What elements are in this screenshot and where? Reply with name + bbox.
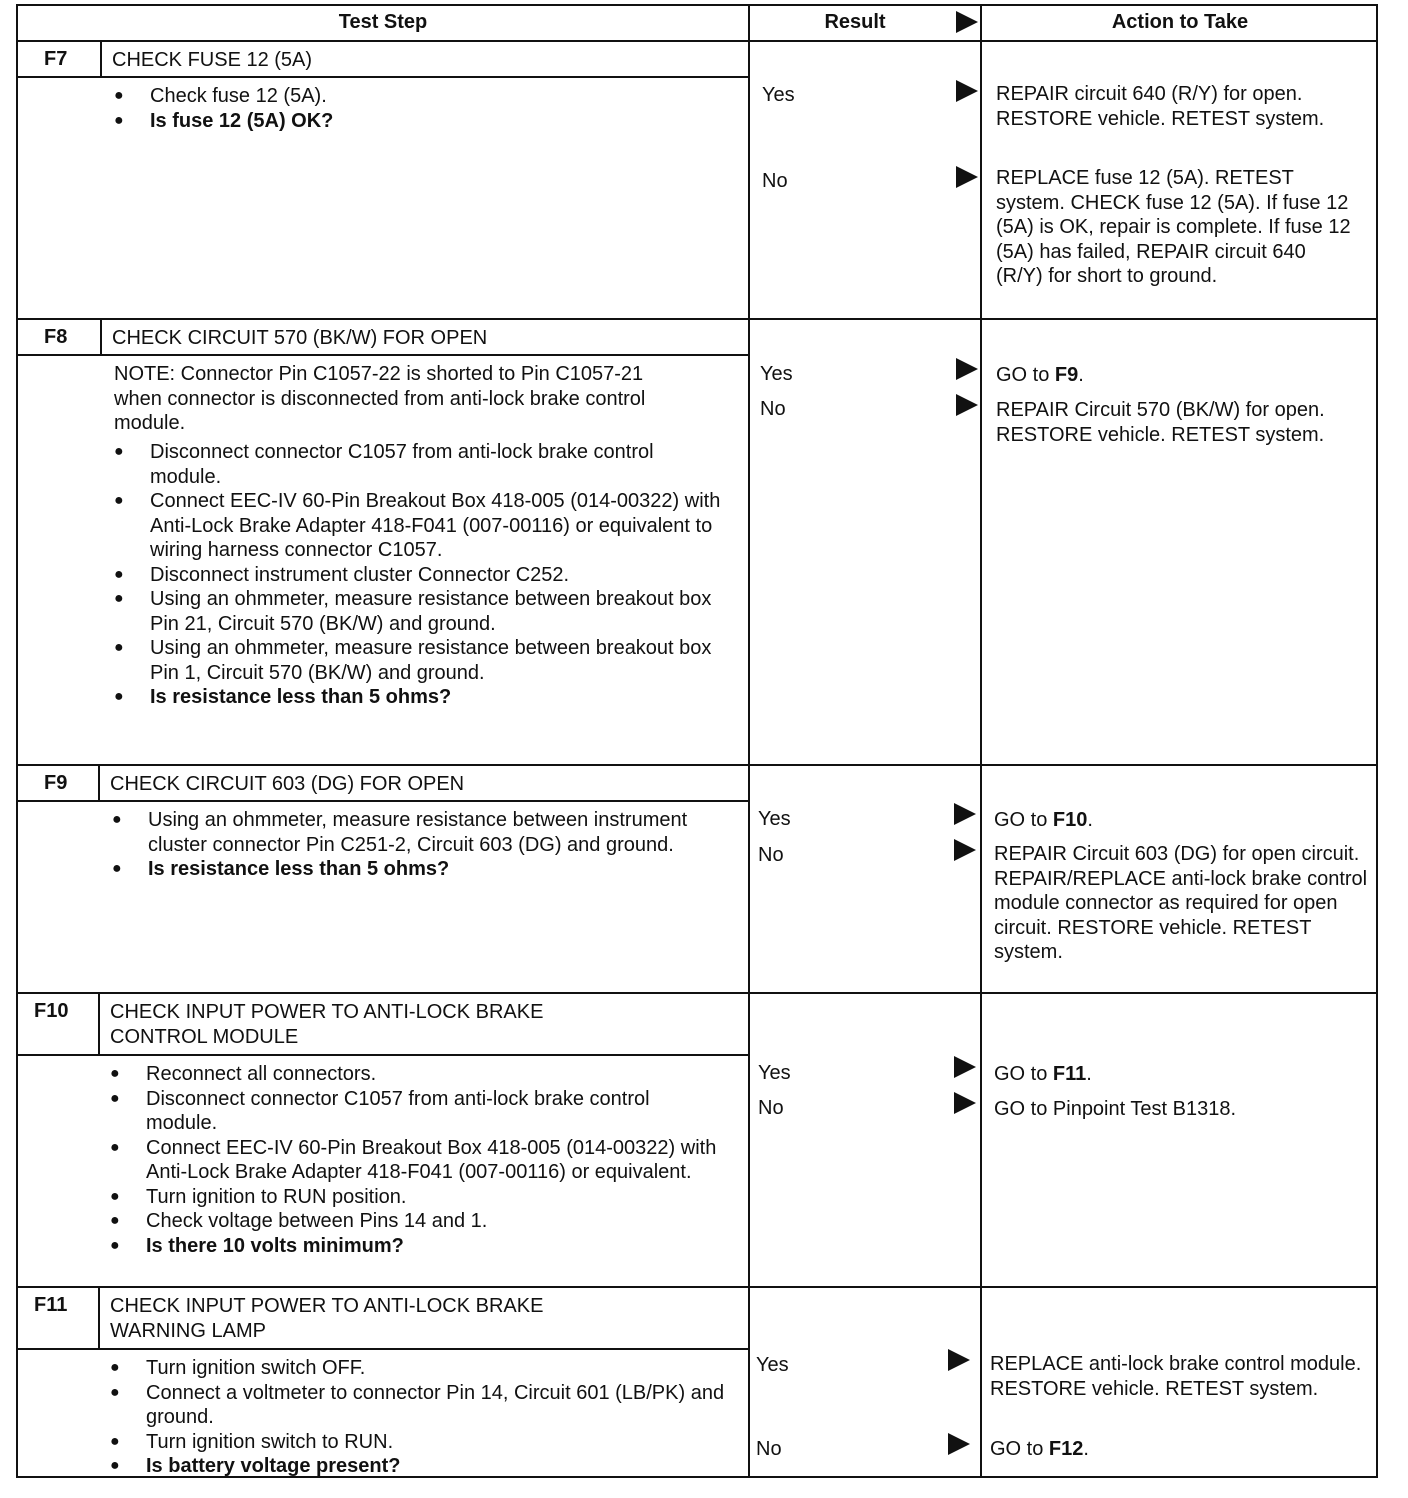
- header-result: Result: [824, 10, 886, 33]
- step-id-divider: [100, 318, 102, 354]
- step-divider: [18, 992, 1376, 994]
- step-id-divider: [100, 40, 102, 76]
- step-id-divider: [98, 764, 100, 800]
- result-no-f10: No: [758, 1097, 784, 1119]
- action-yes-f7: REPAIR circuit 640 (R/Y) for open. RESTORE vehicle. RETEST system.: [996, 83, 1325, 130]
- arrow-icon: [954, 1092, 976, 1114]
- step-title-divider: [18, 1054, 748, 1056]
- action-prefix: GO to: [994, 809, 1053, 831]
- action-ref: F10: [1052, 809, 1088, 831]
- bullet-item: ● Reconnect all connectors.: [110, 1062, 720, 1087]
- action-yes-f11: REPLACE anti-lock brake control module. RESTORE vehicle. RETEST system.: [990, 1353, 1362, 1400]
- arrow-icon: [956, 166, 978, 188]
- result-yes-f9: Yes: [758, 808, 791, 830]
- action-no-f7: REPLACE fuse 12 (5A). RETEST system. CHECK fuse 12 (5A). If fuse 12 (5A) is OK, repair is complete. If fuse 12 (5A) has failed, REPAIR circuit 640 (R/Y) for short to ground.: [996, 167, 1351, 287]
- step-bullets-f7: [114, 84, 734, 133]
- action-suffix: .: [1087, 809, 1093, 831]
- action-suffix: .: [1083, 1438, 1089, 1460]
- action-ref: F9: [1054, 364, 1079, 386]
- bullet-item: ● Check voltage between Pins 14 and 1.: [110, 1209, 720, 1234]
- step-title-divider: [18, 1348, 748, 1350]
- bullet-item: ● Disconnect connector C1057 from anti-lock brake control module.: [114, 440, 724, 489]
- step-id-f10: F10: [34, 1000, 69, 1022]
- bullet-question: ● Is resistance less than 5 ohms?: [112, 857, 732, 882]
- bullet-item: ● Using an ohmmeter, measure resistance between breakout box Pin 21, Circuit 570 (BK/W) and ground.: [114, 587, 724, 636]
- step-divider: [18, 318, 1376, 320]
- result-yes-f7: Yes: [762, 84, 795, 106]
- header-test-step: Test Step: [338, 10, 428, 33]
- bullet-question: ● Is there 10 volts minimum?: [110, 1234, 720, 1259]
- action-prefix: GO to: [994, 1063, 1053, 1085]
- step-bullets-f10: [110, 1062, 720, 1258]
- bullet-item: ● Connect a voltmeter to connector Pin 14, Circuit 601 (LB/PK) and ground.: [110, 1381, 730, 1430]
- step-title-divider: [18, 354, 748, 356]
- arrow-icon: [954, 803, 976, 825]
- action-yes-f10: [994, 1062, 1092, 1087]
- step-title-divider: [18, 76, 748, 78]
- col-divider-action: [980, 6, 982, 1476]
- arrow-icon: [956, 358, 978, 380]
- step-bullets-f9: [112, 808, 732, 882]
- col-divider-result: [748, 6, 750, 1476]
- action-suffix: .: [1078, 364, 1084, 386]
- bullet-item: ● Turn ignition to RUN position.: [110, 1185, 720, 1210]
- bullet-item: ● Disconnect instrument cluster Connector C252.: [114, 563, 724, 588]
- arrow-icon: [948, 1433, 970, 1455]
- action-no-f11: [990, 1437, 1089, 1462]
- arrow-icon: [948, 1349, 970, 1371]
- step-title-f8: CHECK CIRCUIT 570 (BK/W) FOR OPEN: [112, 327, 488, 349]
- header-arrow-icon: [956, 11, 978, 33]
- step-title-f11: CHECK INPUT POWER TO ANTI-LOCK BRAKE WARNING LAMP: [110, 1295, 544, 1342]
- bullet-item: ● Turn ignition switch OFF.: [110, 1356, 730, 1381]
- step-note-f8: NOTE: Connector Pin C1057-22 is shorted to Pin C1057-21 when connector is disconnected from anti-lock brake control module.: [114, 363, 646, 434]
- step-divider: [18, 764, 1376, 766]
- result-no-f11: No: [756, 1438, 782, 1460]
- step-title-divider: [18, 800, 748, 802]
- bullet-item: ● Connect EEC-IV 60-Pin Breakout Box 418-005 (014-00322) with Anti-Lock Brake Adapter 418-F041 (007-00116) or equivalent.: [110, 1136, 720, 1185]
- bullet-item: ● Using an ohmmeter, measure resistance between instrument cluster connector Pin C251-2, Circuit 603 (DG) and ground.: [112, 808, 732, 857]
- action-no-f10: GO to Pinpoint Test B1318.: [994, 1098, 1237, 1120]
- action-yes-f9: [994, 808, 1093, 833]
- action-prefix: GO to: [996, 364, 1055, 386]
- bullet-item: ● Check fuse 12 (5A).: [114, 84, 734, 109]
- step-bullets-f8: [114, 440, 724, 710]
- bullet-question: ● Is fuse 12 (5A) OK?: [114, 109, 734, 134]
- result-no-f7: No: [762, 170, 788, 192]
- action-ref: F12: [1048, 1438, 1084, 1460]
- result-no-f9: No: [758, 844, 784, 866]
- bullet-item: ● Turn ignition switch to RUN.: [110, 1430, 730, 1455]
- header-divider: [18, 40, 1376, 42]
- action-prefix: GO to: [990, 1438, 1049, 1460]
- action-ref: F11: [1052, 1063, 1087, 1085]
- step-id-f11: F11: [34, 1294, 68, 1316]
- result-yes-f10: Yes: [758, 1062, 791, 1084]
- arrow-icon: [956, 394, 978, 416]
- step-title-f9: CHECK CIRCUIT 603 (DG) FOR OPEN: [110, 773, 465, 795]
- step-id-divider: [98, 992, 100, 1054]
- bullet-item: ● Connect EEC-IV 60-Pin Breakout Box 418-005 (014-00322) with Anti-Lock Brake Adapter 418-F041 (007-00116) or equivalent to wiring harness connector C1057.: [114, 489, 724, 563]
- result-no-f8: No: [760, 398, 786, 420]
- bullet-question: ● Is resistance less than 5 ohms?: [114, 685, 724, 710]
- action-no-f8: REPAIR Circuit 570 (BK/W) for open. RESTORE vehicle. RETEST system.: [996, 399, 1325, 446]
- result-yes-f8: Yes: [760, 363, 793, 385]
- bullet-item: ● Using an ohmmeter, measure resistance between breakout box Pin 1, Circuit 570 (BK/W) and ground.: [114, 636, 724, 685]
- action-suffix: .: [1086, 1063, 1092, 1085]
- arrow-icon: [956, 80, 978, 102]
- action-yes-f8: [996, 363, 1084, 388]
- result-yes-f11: Yes: [756, 1354, 789, 1376]
- bullet-item: ● Disconnect connector C1057 from anti-lock brake control module.: [110, 1087, 720, 1136]
- step-id-f7: F7: [44, 48, 68, 70]
- step-bullets-f11: [110, 1356, 730, 1479]
- step-title-f10: CHECK INPUT POWER TO ANTI-LOCK BRAKE CONTROL MODULE: [110, 1001, 544, 1048]
- arrow-icon: [954, 1056, 976, 1078]
- step-divider: [18, 1286, 1376, 1288]
- step-id-divider: [98, 1286, 100, 1348]
- header-action: Action to Take: [1111, 10, 1249, 33]
- step-id-f8: F8: [44, 326, 68, 348]
- step-id-f9: F9: [44, 772, 68, 794]
- bullet-question: ● Is battery voltage present?: [110, 1454, 730, 1479]
- arrow-icon: [954, 839, 976, 861]
- action-no-f9: REPAIR Circuit 603 (DG) for open circuit. REPAIR/REPLACE anti-lock brake control module connector as required for open circuit. RESTORE vehicle. RETEST system.: [994, 843, 1368, 963]
- step-title-f7: CHECK FUSE 12 (5A): [112, 49, 313, 71]
- pinpoint-test-table: [16, 4, 1378, 1478]
